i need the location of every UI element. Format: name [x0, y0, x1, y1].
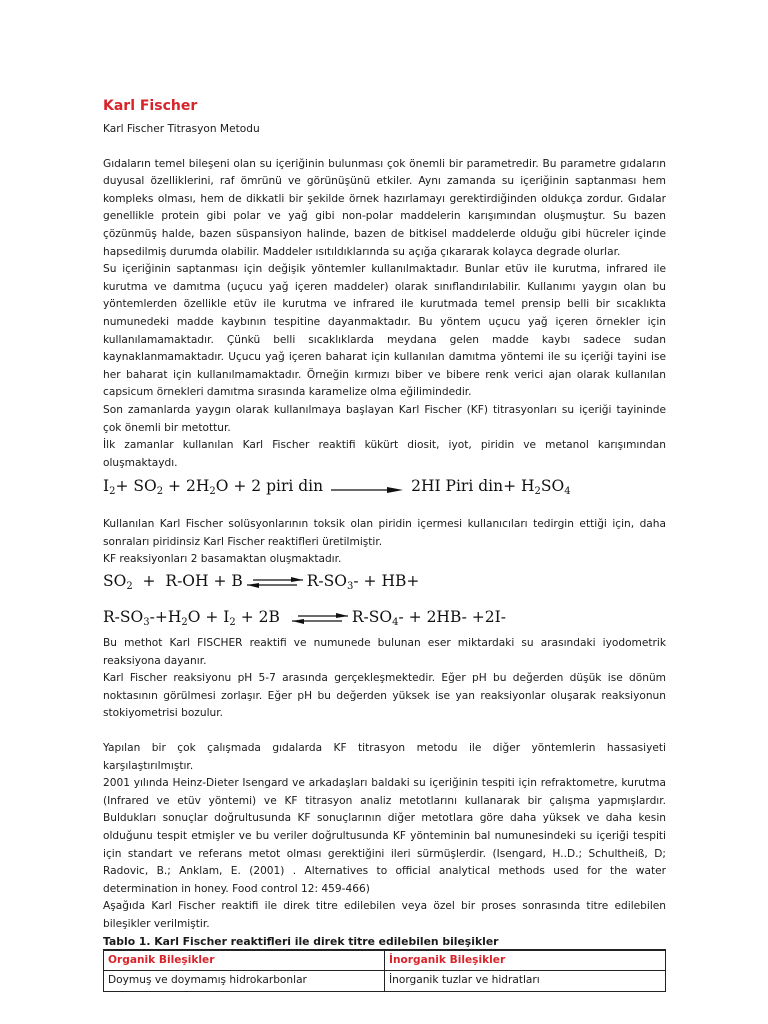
equation-1: [103, 474, 666, 500]
reaction-arrow-icon: [331, 482, 403, 492]
paragraph-methods: Su içeriğinin saptanması için değişik yöntemler kullanılmaktadır. Bunlar etüv ile kurutma, infrared ile kurutma ve damıtma (uçucu yağ içeren maddeler) olarak sınıflandırılabilir. Kullanımı yaygın olan bu yöntemlerden özellikle etüv ile kurutma ve infrared ile kurutmada temel prensip belli bir sıcaklıkta numunedeki madde kaybının tespitine dayanmaktadır. Bu yöntem uçucu yağ içeren örnekler için kullanılamamaktadır. Çünkü belli sıcaklıklarda meydana gelen madde kaybı sadece sudan kaynaklanmamaktadır. Uçucu yağ içeren baharat için kullanılan damıtma yöntemi ile su içeriği tayini ise her baharat için kullanılmamaktadır. Örneğin kırmızı biber ve bibere renk verici ajan olarak kullanılan capsicum örnekleri damıtma sırasında karamelize olma eğilimindedir.: [103, 263, 666, 399]
equation-2-left: $SO_2 + R-OH + B$: [103, 572, 243, 593]
equilibrium-arrow-icon: [247, 576, 303, 588]
table-header-organic: Organik Bileşikler: [104, 950, 385, 971]
table-caption: Tablo 1. Karl Fischer reaktifleri ile direk titre edilebilen bileşikler: [103, 934, 499, 948]
equation-2: [103, 569, 666, 595]
paragraph-intro: Gıdaların temel bileşeni olan su içeriğinin bulunması çok önemli bir parametredir. Bu parametre gıdaların duyusal özelliklerini, raf ömrünü ve görünüşünü etkiler. Aynı zamanda su içeriğinin saptanması hem kompleks olması, hem de dikkatli bir şekilde örnek hazırlamayı gerektirdiğinden oldukça zordur. Gıdalar genellikle protein gibi polar ve yağ gibi non-polar maddelerin karışımından oluşmuştur. Su bazen çözünmüş halde, bazen süspansiyon halinde, bazen de bitkisel maddelerde olduğu gibi hücreler içinde hapsedilmiş durumda olabilir. Maddeler ısıtıldıklarında su açığa çıkararak kolayca degrade olurlar.: [103, 157, 666, 258]
document-body: [103, 96, 666, 992]
equation-3-right: $R-SO_4- + 2HB- +2I-$: [351, 608, 506, 629]
paragraph-kf-steps: KF reaksiyonları 2 basamaktan oluşmaktadır.: [103, 553, 342, 566]
compounds-table: [103, 949, 666, 992]
table-header-inorganic: İnorganik Bileşikler: [385, 950, 666, 971]
paragraph-iodometric: Bu methot Karl FISCHER reaktifi ve numunede bulunan eser miktardaki su arasındaki iyodometrik reaksiyona dayanır.: [103, 637, 666, 667]
equation-3-left: $R-SO_3-+H_2O + I_2 + 2B$: [103, 608, 280, 629]
equation-1-left: $I_2+ SO_2 + 2H_2O + 2$ piri din: [103, 477, 324, 498]
table-header-row: [104, 950, 666, 971]
paragraph-isengard: 2001 yılında Heinz-Dieter Isengard ve arkadaşları baldaki su içeriğinin tespiti için refraktometre, kurutma (Infrared ve etüv yöntemi) ve KF titrasyon analiz metotlarını kullanarak bir çalışma yapmışlardır. Buldukları sonuçlar doğrultusunda KF sonuçlarının diğer metotlara göre daha yüksek ve daha kesin olduğunu tespit etmişler ve bu veriler doğrultusunda KF yönteminin bal numunesindeki su içeriği tespiti için standart ve referans metot olması gerektiğini ileri sürmüşlerdir. (Isengard, H..D.; Schultheiß, D; Radovic, B.; Anklam, E. (2001) . Alternatives to official analytical methods used for the water determination in honey. Food control 12: 459-466): [103, 777, 666, 895]
paragraph-ph: Karl Fischer reaksiyonu pH 5-7 arasında gerçekleşmektedir. Eğer pH bu değerden düşük ise dönüm noktasının görülmesi zorlaşır. Eğer pH bu değerden yüksek ise yan reaksiyonlar oluşarak reaksiyonun stokiyometrisi bozulur.: [103, 672, 666, 720]
paragraph-kf-titration: Son zamanlarda yaygın olarak kullanılmaya başlayan Karl Fischer (KF) titrasyonları su içeriği tayininde çok önemli bir metottur.: [103, 403, 666, 434]
table-row: [104, 971, 666, 992]
table-cell: Doymuş ve doymamış hidrokarbonlar: [104, 971, 385, 992]
paragraph-comparison: Yapılan bir çok çalışmada gıdalarda KF titrasyon metodu ile diğer yöntemlerin hassasiyeti karşılaştırılmıştır.: [103, 742, 666, 772]
paragraph-pyridine: Kullanılan Karl Fischer solüsyonlarının toksik olan piridin içermesi kullanıcıları tedirgin ettiği için, daha sonraları piridinsiz Karl Fischer reaktifleri üretilmiştir.: [103, 518, 666, 548]
equation-1-right: 2HI Piri $din+ H_2SO_4$: [411, 477, 571, 498]
spacer: [103, 723, 666, 740]
page-subtitle: Karl Fischer Titrasyon Metodu: [103, 123, 260, 135]
paragraph-reagent: İlk zamanlar kullanılan Karl Fischer reaktifi kükürt diosit, iyot, piridin ve metanol karışımından oluşmaktaydı.: [103, 439, 666, 469]
equation-2-right: $R-SO_3- + HB+$: [306, 572, 420, 593]
paragraph-table-intro: Aşağıda Karl Fischer reaktifi ile direk titre edilebilen veya özel bir proses sonrasında titre edilebilen bileşikler verilmiştir.: [103, 900, 666, 930]
page-title: Karl Fischer: [103, 98, 198, 114]
equation-3: [103, 605, 666, 631]
equilibrium-arrow-icon: [292, 612, 348, 624]
table-cell: İnorganik tuzlar ve hidratları: [385, 971, 666, 992]
